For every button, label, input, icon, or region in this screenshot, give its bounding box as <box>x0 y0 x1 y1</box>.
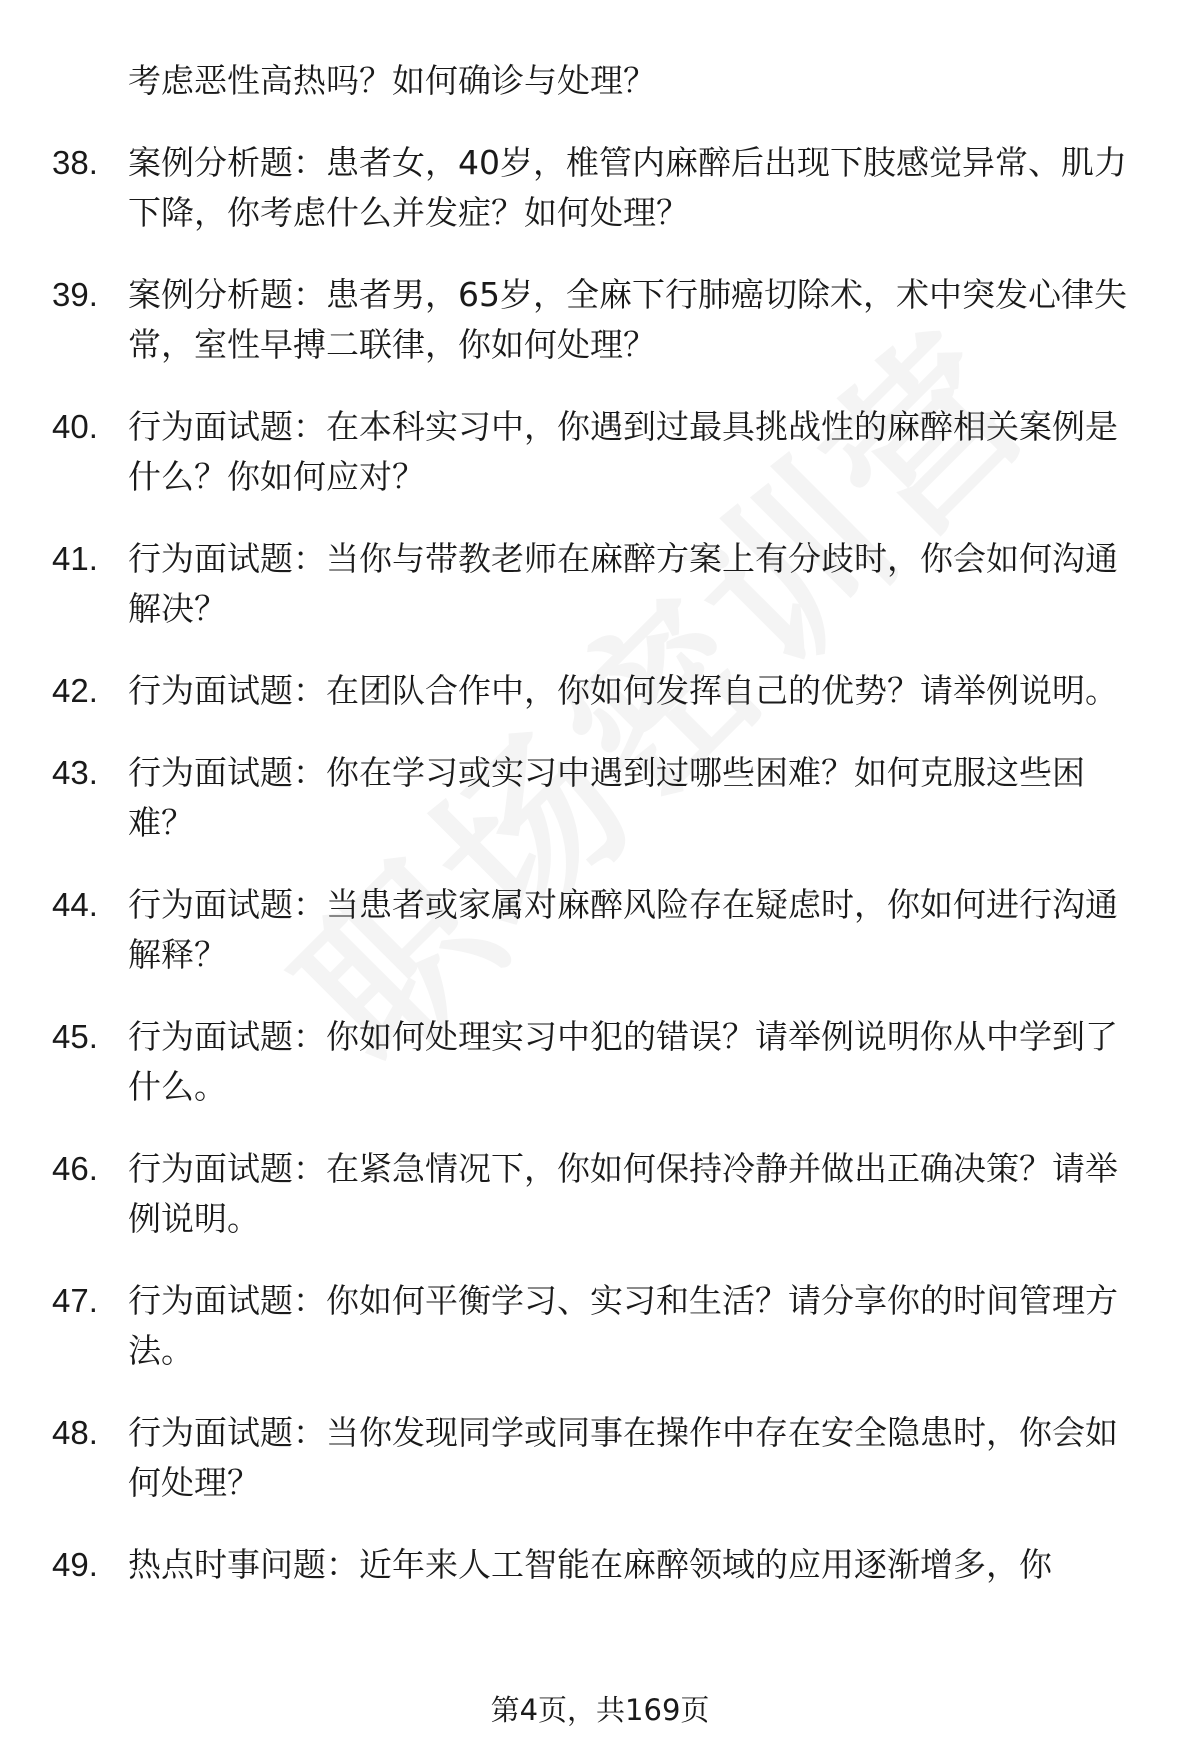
question-number: 41. <box>52 540 98 577</box>
question-number: 44. <box>52 886 98 923</box>
question-item <box>0 1144 1200 1244</box>
question-number: 39. <box>52 276 98 313</box>
question-number: 38. <box>52 144 98 181</box>
question-number: 43. <box>52 754 98 791</box>
question-text: 行为面试题：当患者或家属对麻醉风险存在疑虑时，你如何进行沟通解释？ <box>128 885 1118 974</box>
question-number: 48. <box>52 1414 98 1451</box>
question-item <box>0 534 1200 634</box>
question-text: 案例分析题：患者女，40岁，椎管内麻醉后出现下肢感觉异常、肌力下降，你考虑什么并发症？如何处理？ <box>128 143 1127 232</box>
question-item <box>0 666 1200 716</box>
question-item <box>0 1540 1200 1590</box>
question-text: 案例分析题：患者男，65岁，全麻下行肺癌切除术，术中突发心律失常，室性早搏二联律，你如何处理？ <box>128 275 1127 364</box>
question-text: 行为面试题：在团队合作中，你如何发挥自己的优势？请举例说明。 <box>128 671 1118 710</box>
question-number: 49. <box>52 1546 98 1583</box>
question-text: 行为面试题：当你与带教老师在麻醉方案上有分歧时，你会如何沟通解决？ <box>128 539 1118 628</box>
question-item <box>0 880 1200 980</box>
question-text: 行为面试题：你在学习或实习中遇到过哪些困难？如何克服这些困难？ <box>128 753 1085 842</box>
question-item <box>0 1012 1200 1112</box>
question-number: 47. <box>52 1282 98 1319</box>
page-number-footer: 第4页，共169页 <box>490 1693 710 1727</box>
question-text: 热点时事问题：近年来人工智能在麻醉领域的应用逐渐增多，你 <box>128 1545 1052 1584</box>
question-item <box>0 1276 1200 1376</box>
question-number: 40. <box>52 408 98 445</box>
question-item <box>0 748 1200 848</box>
question-item <box>0 270 1200 370</box>
question-text: 行为面试题：你如何处理实习中犯的错误？请举例说明你从中学到了什么。 <box>128 1017 1118 1106</box>
continued-question-text: 考虑恶性高热吗？如何确诊与处理？ <box>128 61 656 100</box>
question-number: 42. <box>52 672 98 709</box>
question-text: 行为面试题：当你发现同学或同事在操作中存在安全隐患时，你会如何处理？ <box>128 1413 1118 1502</box>
question-text: 行为面试题：在紧急情况下，你如何保持冷静并做出正确决策？请举例说明。 <box>128 1149 1118 1238</box>
question-list <box>0 56 1200 1622</box>
question-item <box>0 138 1200 238</box>
question-number: 45. <box>52 1018 98 1055</box>
question-text: 行为面试题：在本科实习中，你遇到过最具挑战性的麻醉相关案例是什么？你如何应对？ <box>128 407 1118 496</box>
question-item <box>0 402 1200 502</box>
question-text: 行为面试题：你如何平衡学习、实习和生活？请分享你的时间管理方法。 <box>128 1281 1118 1370</box>
question-item <box>0 1408 1200 1508</box>
question-number: 46. <box>52 1150 98 1187</box>
